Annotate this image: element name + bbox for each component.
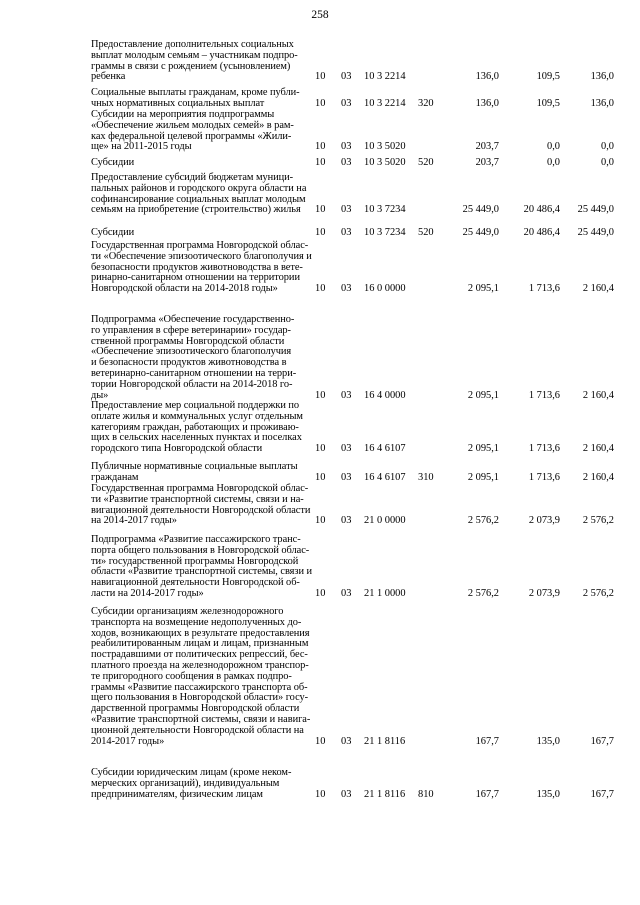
amount-next: 0,0 — [601, 157, 614, 168]
target-article-code: 21 1 8116 — [364, 788, 406, 800]
subsection-code: 03 — [341, 471, 352, 483]
section-code: 10 — [315, 735, 326, 747]
amount-next: 2 576,2 — [582, 588, 614, 599]
amount-actual: 109,5 — [536, 97, 560, 109]
amount-actual: 1 713,6 — [528, 471, 560, 483]
row-description: Субсидии — [91, 157, 135, 168]
amount-plan: 136,0 — [475, 97, 499, 109]
amount-plan: 203,7 — [475, 141, 499, 153]
section-code: 10 — [315, 389, 326, 401]
amount-next: 2 160,4 — [582, 389, 614, 401]
page-number: 258 — [311, 9, 329, 21]
amount-plan: 2 576,2 — [467, 588, 499, 599]
amount-plan: 2 095,1 — [467, 471, 499, 483]
amount-actual: 109,5 — [536, 71, 560, 83]
target-article-code: 16 4 6107 — [364, 471, 406, 483]
amount-plan: 203,7 — [475, 157, 499, 168]
target-article-code: 10 3 7234 — [364, 204, 406, 216]
row-description: Субсидии юридическим лицам (кроме неком- мерческих организаций), индивидуальным предпринимателям, физическим лицам — [91, 767, 292, 800]
expense-type-code: 810 — [418, 788, 434, 800]
amount-actual: 135,0 — [536, 735, 560, 747]
amount-actual: 20 486,4 — [523, 227, 560, 238]
row-description: Социальные выплаты гражданам, кроме публи- чных нормативных социальных выплат — [91, 87, 300, 109]
row-description: Предоставление субсидий бюджетам муници- пальных районов и городского округа области на софинансирование социальных выплат молодым семьям на приобретение (строительство) жилья — [91, 172, 307, 216]
target-article-code: 10 3 2214 — [364, 71, 406, 83]
section-code: 10 — [315, 141, 326, 153]
subsection-code: 03 — [341, 588, 352, 599]
target-article-code: 10 3 5020 — [364, 157, 406, 168]
subsection-code: 03 — [341, 227, 352, 238]
amount-plan: 2 576,2 — [467, 515, 499, 527]
row-description: Предоставление дополнительных социальных выплат молодым семьям – участникам подпро- граммы в связи с рождением (усыновлением) ребенка — [91, 39, 298, 83]
subsection-code: 03 — [341, 788, 352, 800]
amount-plan: 25 449,0 — [462, 204, 499, 216]
target-article-code: 10 3 7234 — [364, 227, 406, 238]
amount-actual: 2 073,9 — [528, 588, 560, 599]
section-code: 10 — [315, 97, 326, 109]
target-article-code: 16 0 0000 — [364, 283, 406, 295]
amount-next: 2 160,4 — [582, 443, 614, 455]
section-code: 10 — [315, 515, 326, 527]
row-description: Субсидии организациям железнодорожного транспорта на возмещение недополученных до- ходов, возникающих в результате предоставления реабилитированным лицам и лицам, признанным пострадавшими от политических репрессий, бес- платного проезда на железнодорожном транспор- те пригородного сообщения в рамках подпро- граммы «Развитие пассажирского транспорта об- щего пользования в Новгородской области» госу- дарственной программы Новгородской области «Развитие транспортной системы, связи и навига- ционной деятельности Новгородской области на 2014-2017 годы» — [91, 606, 311, 747]
subsection-code: 03 — [341, 204, 352, 216]
subsection-code: 03 — [341, 71, 352, 83]
amount-next: 2 160,4 — [582, 283, 614, 295]
row-description: Субсидии на мероприятия подпрограммы «Обеспечение жильем молодых семей» в рам- ках федеральной целевой программы «Жили- ще» на 2011-2015 годы — [91, 109, 294, 153]
subsection-code: 03 — [341, 283, 352, 295]
section-code: 10 — [315, 204, 326, 216]
section-code: 10 — [315, 443, 326, 455]
section-code: 10 — [315, 471, 326, 483]
expense-type-code: 520 — [418, 157, 434, 168]
section-code: 10 — [315, 283, 326, 295]
amount-next: 25 449,0 — [577, 227, 614, 238]
row-description: Предоставление мер социальной поддержки по оплате жилья и коммунальных услуг отдельным категориям граждан, работающих и проживаю- щих в сельских населенных пунктах и поселках городского типа Новгородской области — [91, 400, 303, 455]
amount-actual: 20 486,4 — [523, 204, 560, 216]
subsection-code: 03 — [341, 735, 352, 747]
target-article-code: 16 4 6107 — [364, 443, 406, 455]
target-article-code: 21 1 0000 — [364, 588, 406, 599]
amount-next: 2 160,4 — [582, 471, 614, 483]
amount-plan: 2 095,1 — [467, 389, 499, 401]
amount-next: 136,0 — [590, 97, 614, 109]
subsection-code: 03 — [341, 443, 352, 455]
expense-type-code: 520 — [418, 227, 434, 238]
amount-next: 167,7 — [590, 735, 614, 747]
section-code: 10 — [315, 588, 326, 599]
target-article-code: 10 3 2214 — [364, 97, 406, 109]
row-description: Субсидии — [91, 227, 135, 238]
row-description: Подпрограмма «Обеспечение государственно- го управления в сфере ветеринарии» государ- ственной программы Новгородской области «Обеспечение эпизоотического благополучия и безопасности продуктов животноводства в ветеринарно-санитарном отношении на терри- тории Новгородской области на 2014-2018 го- ды» — [91, 314, 297, 401]
amount-next: 2 576,2 — [582, 515, 614, 527]
section-code: 10 — [315, 71, 326, 83]
amount-actual: 1 713,6 — [528, 283, 560, 295]
row-description: Подпрограмма «Развитие пассажирского транс- порта общего пользования в Новгородской облас- ти» государственной программы Новгородской области «Развитие транспортной системы, связи и навигационной деятельности Новгородской об- ласти на 2014-2017 годы» — [91, 534, 313, 599]
amount-next: 167,7 — [590, 788, 614, 800]
row-description: Государственная программа Новгородской облас- ти «Обеспечение эпизоотического благополучия и безопасности продуктов животноводства в вете- ринарно-санитарном отношении на территории Новгородской области на 2014-2018 годы» — [91, 240, 312, 295]
section-code: 10 — [315, 788, 326, 800]
amount-actual: 2 073,9 — [528, 515, 560, 527]
section-code: 10 — [315, 157, 326, 168]
row-description: Государственная программа Новгородской облас- ти «Развитие транспортной системы, связи и на- вигационной деятельности Новгородской области на 2014-2017 годы» — [91, 483, 311, 527]
subsection-code: 03 — [341, 515, 352, 527]
amount-next: 136,0 — [590, 71, 614, 83]
amount-actual: 135,0 — [536, 788, 560, 800]
amount-plan: 167,7 — [475, 788, 499, 800]
expense-type-code: 310 — [418, 471, 434, 483]
amount-actual: 1 713,6 — [528, 443, 560, 455]
amount-actual: 1 713,6 — [528, 389, 560, 401]
row-description: Публичные нормативные социальные выплаты гражданам — [91, 461, 298, 483]
subsection-code: 03 — [341, 97, 352, 109]
target-article-code: 16 4 0000 — [364, 389, 406, 401]
amount-actual: 0,0 — [547, 157, 560, 168]
amount-actual: 0,0 — [547, 141, 560, 153]
amount-next: 25 449,0 — [577, 204, 614, 216]
amount-plan: 136,0 — [475, 71, 499, 83]
amount-plan: 2 095,1 — [467, 443, 499, 455]
target-article-code: 21 0 0000 — [364, 515, 406, 527]
subsection-code: 03 — [341, 389, 352, 401]
subsection-code: 03 — [341, 141, 352, 153]
section-code: 10 — [315, 227, 326, 238]
expense-type-code: 320 — [418, 97, 434, 109]
amount-next: 0,0 — [601, 141, 614, 153]
subsection-code: 03 — [341, 157, 352, 168]
target-article-code: 21 1 8116 — [364, 735, 406, 747]
amount-plan: 2 095,1 — [467, 283, 499, 295]
amount-plan: 25 449,0 — [462, 227, 499, 238]
amount-plan: 167,7 — [475, 735, 499, 747]
target-article-code: 10 3 5020 — [364, 141, 406, 153]
